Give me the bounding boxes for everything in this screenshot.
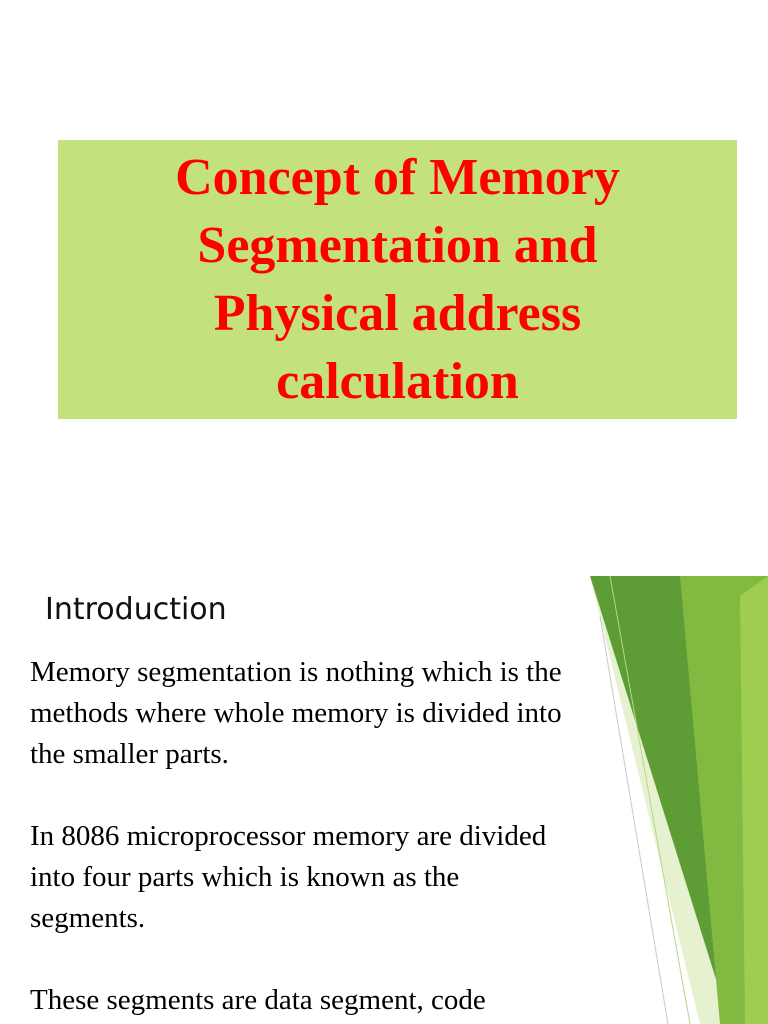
- paragraph-1: Memory segmentation is nothing which is the methods where whole memory is divided into the smaller parts.: [30, 656, 562, 770]
- paragraph-3: These segments are data segment, code: [30, 984, 486, 1016]
- body-text: [30, 652, 710, 1021]
- section-heading: Introduction: [45, 592, 227, 627]
- paragraph-2: In 8086 microprocessor memory are divided into four parts which is known as the segments.: [30, 820, 547, 934]
- introduction-slide: [0, 576, 768, 1024]
- title-box: [58, 140, 737, 419]
- slide-title: Concept of Memory Segmentation and Physical address calculation: [175, 148, 620, 410]
